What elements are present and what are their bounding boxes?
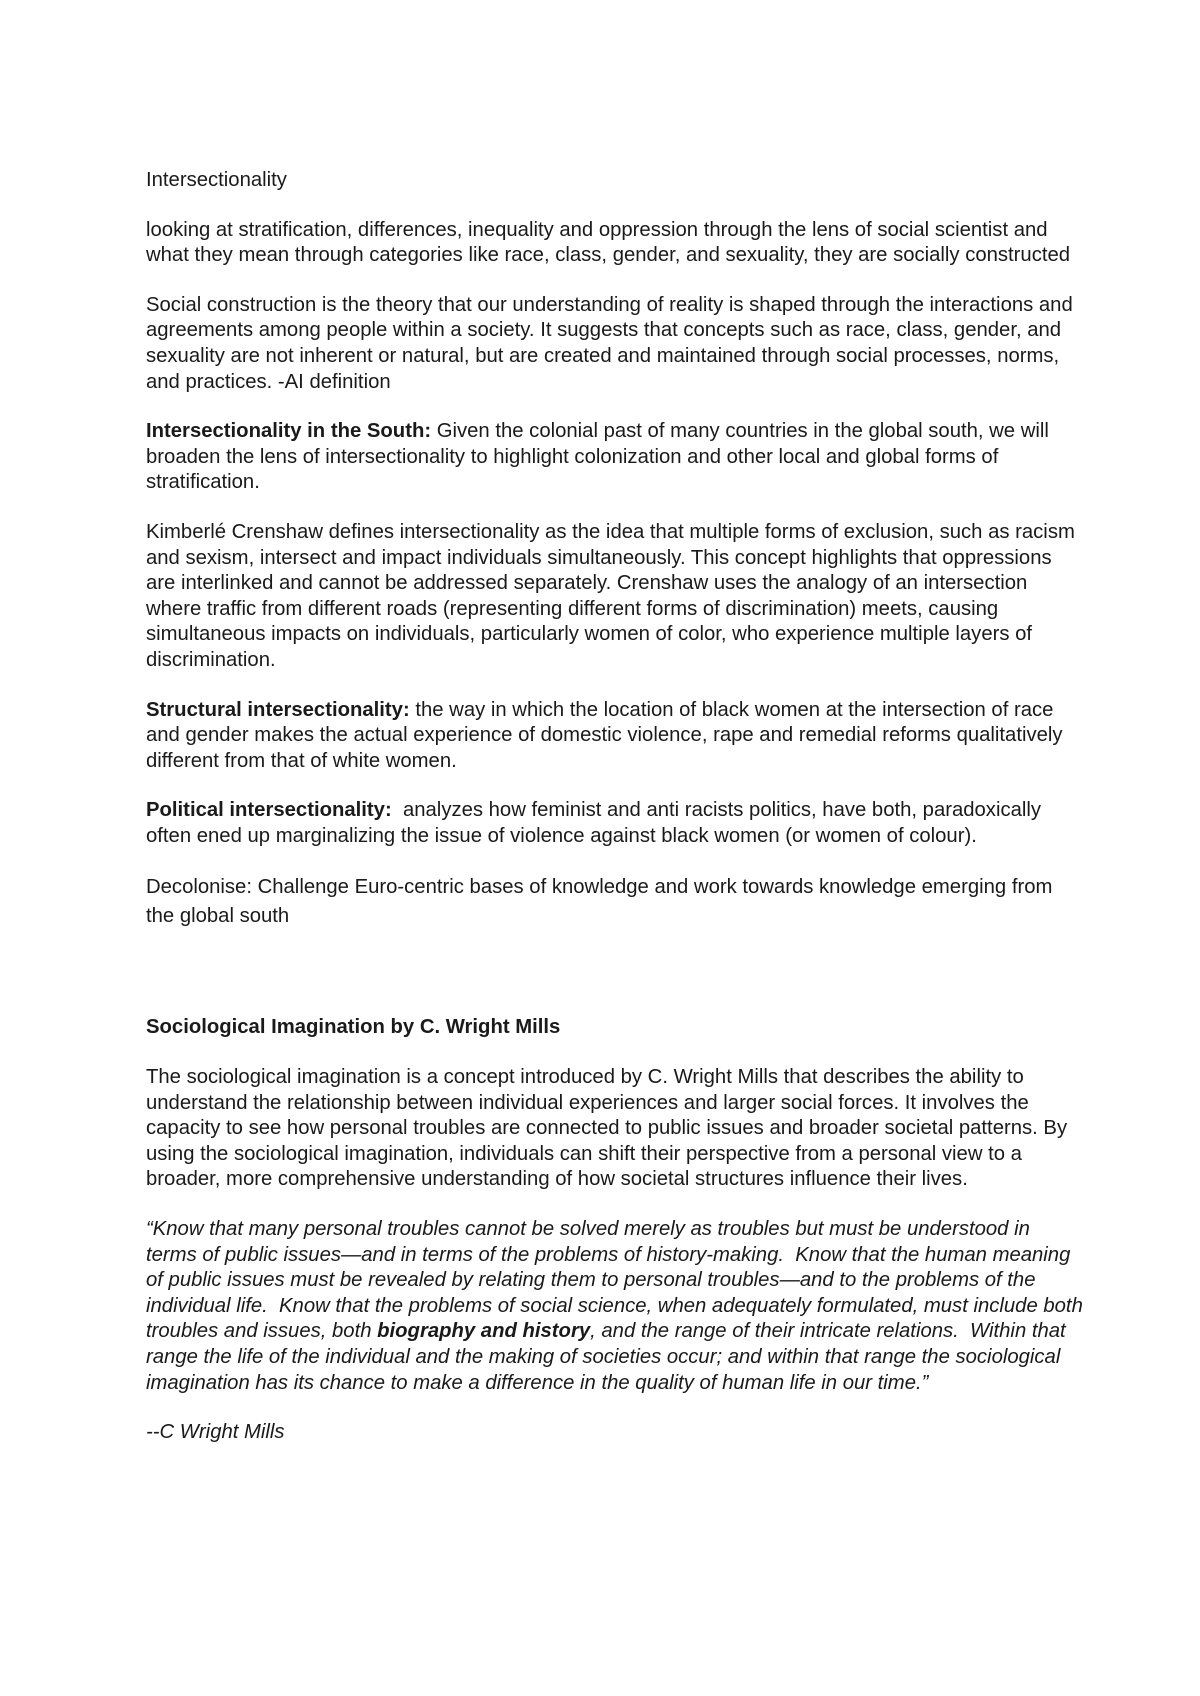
label-political-intersectionality: Political intersectionality:: [146, 799, 392, 822]
paragraph-structural-intersectionality: [146, 698, 1086, 775]
paragraph-sociological-imagination: The sociological imagination is a concept introduced by C. Wright Mills that describes the ability to understand the relationship between individual experiences and larger social forces. It involves the capacity to see how personal troubles are connected to public issues and broader societal patterns. By using the sociological imagination, individuals can shift their perspective from a personal view to a broader, more comprehensive understanding of how societal structures influence their lives.: [146, 1066, 1068, 1191]
label-structural-intersectionality: Structural intersectionality:: [146, 698, 410, 721]
mills-quote: [146, 1217, 1089, 1396]
paragraph-stratification: looking at stratification, differences, inequality and oppression through the lens of social scientist and what they mean through categories like race, class, gender, and sexuality, they are socially constructed: [146, 218, 1071, 267]
paragraph-crenshaw: Kimberlé Crenshaw defines intersectionality as the idea that multiple forms of exclusion, such as racism and sexism, intersect and impact individuals simultaneously. This concept highlights that oppressions are interlinked and cannot be addressed separately. Crenshaw uses the analogy of an intersection where traffic from different roads (representing different forms of discrimination) meets, causing simultaneous impacts on individuals, particularly women of color, who experience multiple layers of discrimination.: [146, 520, 1075, 671]
paragraph-social-construction: Social construction is the theory that our understanding of reality is shaped through the interactions and agreements among people within a society. It suggests that concepts such as race, class, gender, and sexuality are not inherent or natural, but are created and maintained through social processes, norms, and practices. -AI definition: [146, 293, 1073, 393]
paragraph-intersectionality-south: [146, 419, 1086, 496]
text-intersectionality-south: Given the colonial past of many countries in the global south, we will broaden the lens of intersectionality to highlight colonization and other local and global forms of stratification.: [146, 420, 1049, 494]
paragraph-political-intersectionality: [146, 798, 1086, 849]
text-structural-intersectionality: the way in which the location of black women at the intersection of race and gender makes the actual experience of domestic violence, rape and remedial reforms qualitatively different from that of white women.: [146, 698, 1063, 772]
quote-text-part2: , and the range of their intricate relations. Within that range the life of the individual and the making of societies occur; and within that range the sociological imagination has its chance to make a difference in the quality of human life in our time.”: [146, 1320, 1072, 1394]
page-title: Intersectionality: [146, 169, 287, 191]
quote-bold-phrase: biography and history: [377, 1320, 591, 1343]
paragraph-decolonise: Decolonise: Challenge Euro-centric bases of knowledge and work towards knowledge emerging from the global south: [146, 876, 1053, 928]
quote-text-part1: “Know that many personal troubles cannot be solved merely as troubles but must be understood in terms of public issues—and in terms of the problems of history-making. Know that the human meaning of public issues must be revealed by relating them to personal troubles—and to the problems of the individual life. Know that the problems of social science, when adequately formulated, must include both troubles and issues, both: [146, 1218, 1089, 1343]
text-political-intersectionality: analyzes how feminist and anti racists politics, have both, paradoxically often ened up marginalizing the issue of violence against black women (or women of colour).: [146, 799, 1047, 847]
quote-attribution: --C Wright Mills: [146, 1421, 285, 1444]
document-page: [146, 168, 1089, 1470]
label-intersectionality-south: Intersectionality in the South:: [146, 420, 432, 443]
section-heading-text: Sociological Imagination by C. Wright Mills: [146, 1016, 561, 1039]
section-heading-sociological-imagination: [146, 1015, 1086, 1041]
